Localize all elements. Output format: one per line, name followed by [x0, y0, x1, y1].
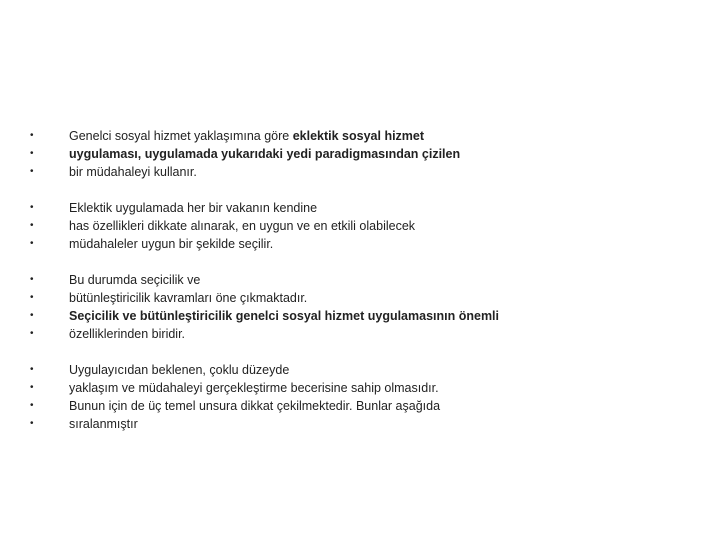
text-run: Uygulayıcıdan beklenen, çoklu düzeyde: [69, 363, 290, 377]
text-run: uygulaması, uygulamada yukarıdaki yedi paradigmasından çizilen: [69, 147, 461, 161]
bullet-line: [30, 145, 710, 163]
bullet-text: [69, 325, 185, 343]
bullet-icon: •: [30, 238, 34, 249]
bullet-text: [69, 235, 273, 253]
bullet-icon: •: [30, 202, 34, 213]
bullet-icon: •: [30, 274, 34, 285]
bullet-text: [69, 127, 424, 145]
bullet-line: [30, 361, 710, 379]
text-run: has özellikleri dikkate alınarak, en uygun ve en etkili olabilecek: [69, 219, 416, 233]
bullet-icon: •: [30, 418, 34, 429]
bullet-line: [30, 325, 710, 343]
bullet-icon: •: [30, 166, 34, 177]
bullet-text: [69, 397, 440, 415]
text-run: eklektik sosyal hizmet: [292, 129, 425, 143]
bullet-line: [30, 379, 710, 397]
bullet-icon: •: [30, 220, 34, 231]
bullet-text: [69, 199, 317, 217]
bullet-line: [30, 217, 710, 235]
bullet-line: [30, 289, 710, 307]
bullet-icon: •: [30, 130, 34, 141]
bullet-text: [69, 379, 439, 397]
text-run: bütünleştiricilik kavramları öne çıkmaktadır.: [69, 291, 308, 305]
text-run: sıralanmıştır: [69, 417, 138, 431]
bullet-line: [30, 397, 710, 415]
bullet-icon: •: [30, 310, 34, 321]
bullet-icon: •: [30, 400, 34, 411]
bullet-line: [30, 307, 710, 325]
bullet-icon: •: [30, 382, 34, 393]
bullet-line: [30, 127, 710, 145]
bullet-text: [69, 361, 289, 379]
bullet-line: [30, 163, 710, 181]
text-run: Bu durumda seçicilik ve: [69, 273, 201, 287]
paragraph-selectivity: [30, 271, 710, 343]
bullet-line: [30, 271, 710, 289]
paragraph-practitioner-expectation: [30, 361, 710, 433]
text-run: Seçicilik ve bütünleştiricilik genelci sosyal hizmet uygulamasının önemli: [69, 309, 500, 323]
paragraph-eclectic-practice: [30, 199, 710, 253]
paragraph-eclectic-definition: [30, 127, 710, 181]
text-run: özelliklerinden biridir.: [69, 327, 186, 341]
bullet-line: [30, 235, 710, 253]
bullet-icon: •: [30, 364, 34, 375]
bullet-text: [69, 217, 415, 235]
bullet-icon: •: [30, 292, 34, 303]
bullet-line: [30, 415, 710, 433]
bullet-text: [69, 145, 460, 163]
bullet-text: [69, 307, 499, 325]
bullet-text: [69, 415, 138, 433]
bullet-text: [69, 289, 307, 307]
text-run: Genelci sosyal hizmet yaklaşımına göre: [69, 129, 293, 143]
text-run: Bunun için de üç temel unsura dikkat çekilmektedir. Bunlar aşağıda: [69, 399, 441, 413]
text-run: Eklektik uygulamada her bir vakanın kendine: [69, 201, 318, 215]
bullet-icon: •: [30, 328, 34, 339]
text-run: müdahaleler uygun bir şekilde seçilir.: [69, 237, 274, 251]
text-run: bir müdahaleyi kullanır.: [69, 165, 197, 179]
bullet-line: [30, 199, 710, 217]
bullet-text: [69, 271, 200, 289]
bullet-text: [69, 163, 197, 181]
bullet-icon: •: [30, 148, 34, 159]
text-run: yaklaşım ve müdahaleyi gerçekleştirme becerisine sahip olmasıdır.: [69, 381, 439, 395]
